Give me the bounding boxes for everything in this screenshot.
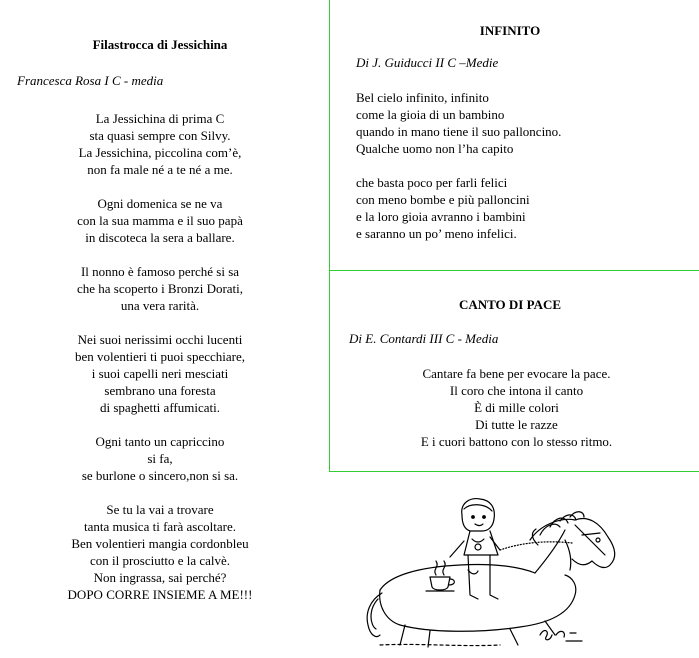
infinito-poem-body xyxy=(356,89,561,242)
poem-line: come la gioia di un bambino xyxy=(356,107,505,122)
poem-line: i suoi capelli neri mesciati xyxy=(91,366,229,381)
canto-author: Di E. Contardi III C - Media xyxy=(349,331,499,346)
poem-line: Nei suoi nerissimi occhi lucenti xyxy=(77,332,243,347)
left-poem-body xyxy=(10,110,310,603)
poem-line: Cantare fa bene per evocare la pace. xyxy=(422,366,611,381)
poem-line: quando in mano tiene il suo palloncino. xyxy=(356,124,562,139)
poem-line: una vera rarità. xyxy=(120,298,200,313)
infinito-title: INFINITO xyxy=(479,23,541,38)
horse-back xyxy=(380,564,535,590)
poem-line: in discoteca la sera a ballare. xyxy=(85,230,235,245)
poem-line: Il nonno è famoso perché si sa xyxy=(80,264,240,279)
poem-line: Qualche uomo non l’ha capito xyxy=(356,141,514,156)
stanza xyxy=(10,433,310,484)
poem-line: Se tu la vai a trovare xyxy=(106,502,214,517)
poem-line: e saranno un po’ meno infelici. xyxy=(356,226,517,241)
poem-line: che basta poco per farli felici xyxy=(356,175,508,190)
stanza xyxy=(356,89,561,157)
poem-line: Ben volentieri mangia cordonbleu xyxy=(71,536,249,551)
stanza xyxy=(10,195,310,246)
poem-line: ben volentieri ti puoi specchiare, xyxy=(74,349,246,364)
poem-line: con la sua mamma e il suo papà xyxy=(77,213,243,228)
stanza xyxy=(10,501,310,603)
poem-line: con meno bombe e più palloncini xyxy=(356,192,530,207)
poem-line: Ogni tanto un capriccino xyxy=(95,434,225,449)
poem-line: con il prosciutto e la calvè. xyxy=(89,553,231,568)
poem-line: se burlone o sincero,non si sa. xyxy=(81,468,239,483)
stanza xyxy=(370,365,663,450)
poem-line: di spaghetti affumicati. xyxy=(100,400,220,415)
poem-line: Non ingrassa, sai perché? xyxy=(93,570,227,585)
poem-line: che ha scoperto i Bronzi Dorati, xyxy=(76,281,244,296)
poem-line: È di mille colori xyxy=(474,400,559,415)
stanza xyxy=(356,174,561,242)
poem-line: Il coro che intona il canto xyxy=(449,383,584,398)
infinito-author: Di J. Guiducci II C –Medie xyxy=(356,55,499,70)
poem-line: si fa, xyxy=(147,451,173,466)
poem-line: E i cuori battono con lo stesso ritmo. xyxy=(420,434,613,449)
poem-line: non fa male né a te né a me. xyxy=(87,162,233,177)
horizontal-divider-middle xyxy=(329,270,699,271)
horizontal-divider-bottom xyxy=(329,471,699,472)
vertical-divider xyxy=(329,0,330,471)
horse-rider-illustration xyxy=(360,495,660,655)
poem-line: La Jessichina di prima C xyxy=(95,111,225,126)
poem-line: DOPO CORRE INSIEME A ME!!! xyxy=(67,587,253,602)
stanza xyxy=(10,110,310,178)
poem-line: Ogni domenica se ne va xyxy=(97,196,223,211)
stanza xyxy=(10,263,310,314)
signature-mark xyxy=(540,631,582,641)
poem-line: sta quasi sempre con Silvy. xyxy=(89,128,231,143)
left-poem-author: Francesca Rosa I C - media xyxy=(17,73,164,88)
poem-line: Di tutte le razze xyxy=(475,417,558,432)
canto-poem-body xyxy=(370,365,663,450)
poem-line: Bel cielo infinito, infinito xyxy=(356,90,489,105)
poem-line: sembrano una foresta xyxy=(104,383,216,398)
canto-title: CANTO DI PACE xyxy=(458,297,562,312)
stanza xyxy=(10,331,310,416)
left-poem-title: Filastrocca di Jessichina xyxy=(92,37,228,52)
poem-line: e la loro gioia avranno i bambini xyxy=(356,209,526,224)
poem-line: La Jessichina, piccolina com’è, xyxy=(78,145,242,160)
poem-line: tanta musica ti farà ascoltare. xyxy=(84,519,236,534)
